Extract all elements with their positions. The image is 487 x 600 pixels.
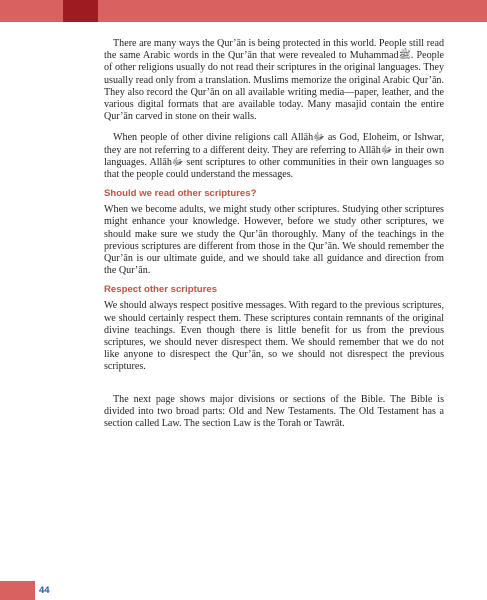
paragraph-respect-messages: We should always respect positive messages. With regard to the previous scriptures, we should certainly respect them. These scriptures contain remnants of the original divine teachings. Even though there is little benefit for us from the previous scriptures, we should never disrespect them. We should remember that we do not like anyone to disrespect the Qur’ān, so we should not disrespect the previous scriptures. [104, 300, 444, 373]
page-number: 44 [39, 585, 50, 596]
heading-respect-scriptures: Respect other scriptures [104, 284, 218, 296]
top-accent-block [63, 0, 98, 22]
page-content [104, 38, 444, 430]
paragraph-study-scriptures: When we become adults, we might study other scriptures. Studying other scriptures might enhance your knowledge. However, before we study other scriptures, we should make sure we study the Qur’ān thoroughly. Many of the teachings in the previous scriptures are different from those in the Qur’ān. We should remember the Qur’ān is our ultimate guide, and we should take all guidance and direction from the Qur’ān. [104, 204, 444, 277]
bottom-color-band [0, 581, 35, 600]
paragraph-divine-religions: When people of other divine religions call Allāhﷻ as God, Eloheim, or Ishwar, they are not referring to a different deity. They are referring to Allāhﷻ in their own languages. Allāhﷻ sent scriptures to other communities in their own languages so that the people could understand the messages. [104, 132, 445, 181]
paragraph-quran-protection: There are many ways the Qur’ān is being protected in this world. People still read the same Arabic words in the Qur’ān that were revealed to Muhammadﷺ. People of other religions usually do not read their scriptures in the original languages. They usually read only from a translation. Muslims memorize the original Arabic Qur’ān. They also record the Qur’ān on all available writing media—paper, leather, and the various digital formats that are available today. Many masajid contain the entire Qur’ān carved in stone on their walls. [104, 38, 444, 123]
heading-should-we-read: Should we read other scriptures? [104, 188, 257, 200]
paragraph-bible-divisions: The next page shows major divisions or sections of the Bible. The Bible is divided into two broad parts: Old and New Testaments. The Old Testament has a section called Law. The section Law is the Torah or Tawrāt. [104, 393, 444, 430]
